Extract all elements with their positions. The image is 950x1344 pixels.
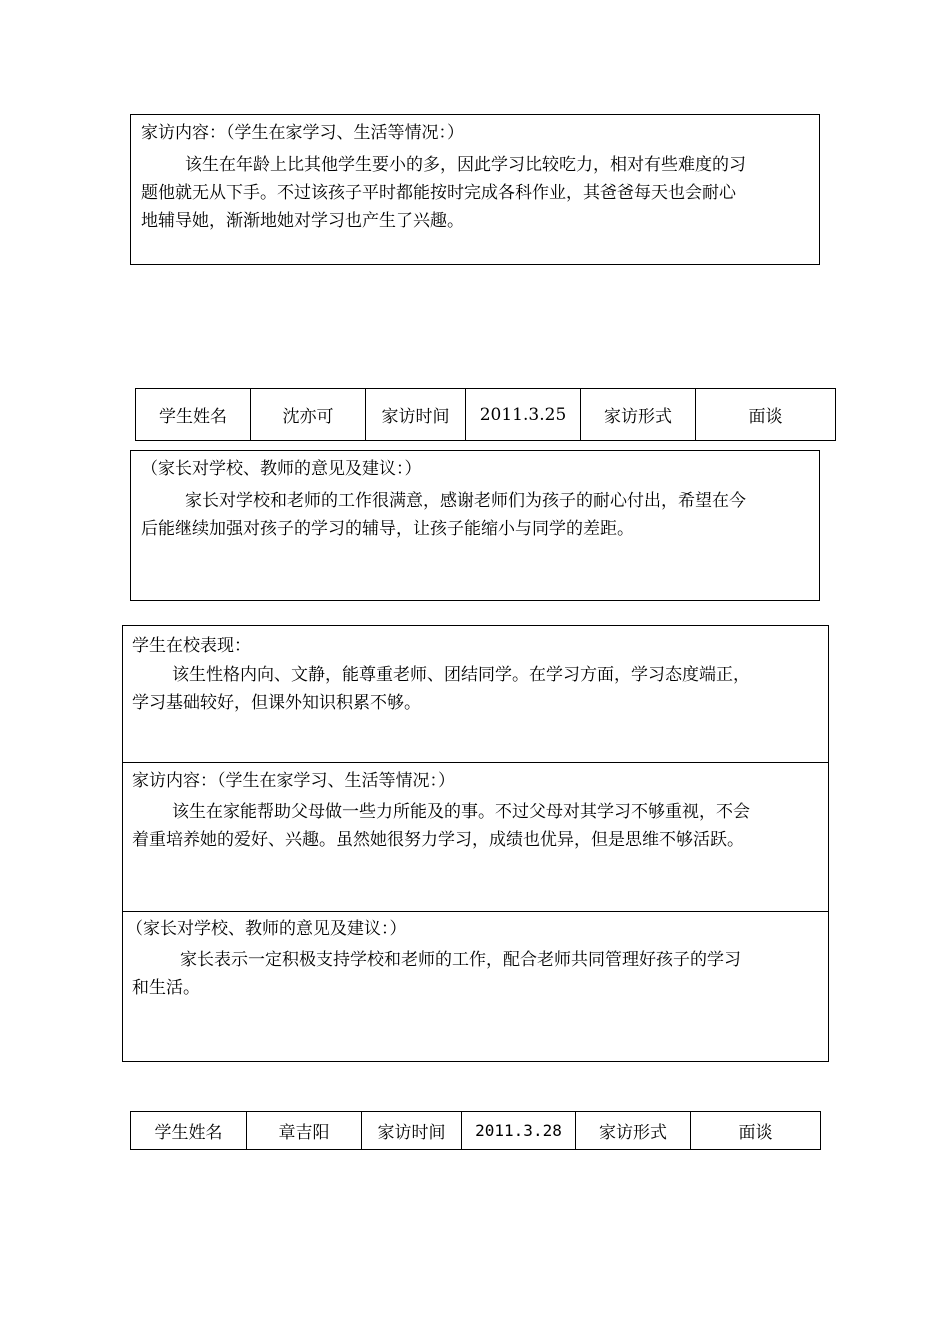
visit-form: 面谈 bbox=[696, 389, 836, 441]
visit-time: 2011.3.28 bbox=[462, 1112, 576, 1150]
visit-form-label: 家访形式 bbox=[576, 1112, 691, 1150]
parent-suggestions-box-1 bbox=[130, 450, 820, 601]
visit-time-label: 家访时间 bbox=[362, 1112, 462, 1150]
paragraph-line: 该生在年龄上比其他学生要小的多，因此学习比较吃力，相对有些难度的习 bbox=[185, 155, 746, 175]
section-divider bbox=[123, 911, 828, 912]
student-name-label: 学生姓名 bbox=[136, 389, 251, 441]
paragraph-line: 着重培养她的爱好、兴趣。虽然她很努力学习，成绩也优异，但是思维不够活跃。 bbox=[132, 830, 744, 850]
student-name: 章吉阳 bbox=[247, 1112, 362, 1150]
section-divider bbox=[123, 762, 828, 763]
section-paragraph bbox=[141, 487, 746, 543]
visit-form-label: 家访形式 bbox=[581, 389, 696, 441]
student-info-table-1 bbox=[135, 388, 836, 441]
student-name: 沈亦可 bbox=[251, 389, 366, 441]
student-info-table-2 bbox=[130, 1111, 821, 1150]
section-heading: 家访内容：（学生在家学习、生活等情况：） bbox=[141, 123, 464, 143]
paragraph-line: 学习基础较好，但课外知识积累不够。 bbox=[132, 693, 421, 713]
student-record-box bbox=[122, 625, 829, 1062]
student-name-label: 学生姓名 bbox=[131, 1112, 247, 1150]
paragraph-line: 家长对学校和老师的工作很满意，感谢老师们为孩子的耐心付出，希望在今 bbox=[185, 491, 746, 511]
visit-time-label: 家访时间 bbox=[366, 389, 466, 441]
parent-suggestions-heading: （家长对学校、教师的意见及建议：） bbox=[126, 919, 407, 939]
section-heading: （家长对学校、教师的意见及建议：） bbox=[141, 459, 422, 479]
visit-form: 面谈 bbox=[691, 1112, 821, 1150]
section-paragraph bbox=[141, 151, 746, 235]
paragraph-line: 该生性格内向、文静，能尊重老师、团结同学。在学习方面，学习态度端正， bbox=[172, 665, 750, 685]
paragraph-line: 题他就无从下手。不过该孩子平时都能按时完成各科作业，其爸爸每天也会耐心 bbox=[141, 183, 736, 203]
paragraph-line: 地辅导她，渐渐地她对学习也产生了兴趣。 bbox=[141, 211, 464, 231]
paragraph-line: 该生在家能帮助父母做一些力所能及的事。不过父母对其学习不够重视，不会 bbox=[172, 802, 750, 822]
parent-suggestions-paragraph bbox=[132, 946, 741, 1002]
paragraph-line: 和生活。 bbox=[132, 978, 200, 998]
paragraph-line: 家长表示一定积极支持学校和老师的工作，配合老师共同管理好孩子的学习 bbox=[180, 950, 741, 970]
school-performance-heading: 学生在校表现： bbox=[132, 636, 251, 656]
home-visit-content-box-1 bbox=[130, 114, 820, 265]
home-visit-content-heading: 家访内容：（学生在家学习、生活等情况：） bbox=[132, 771, 455, 791]
school-performance-paragraph bbox=[132, 661, 750, 717]
visit-time: 2011.3.25 bbox=[466, 389, 581, 441]
paragraph-line: 后能继续加强对孩子的学习的辅导，让孩子能缩小与同学的差距。 bbox=[141, 519, 634, 539]
home-visit-content-paragraph bbox=[132, 798, 750, 854]
